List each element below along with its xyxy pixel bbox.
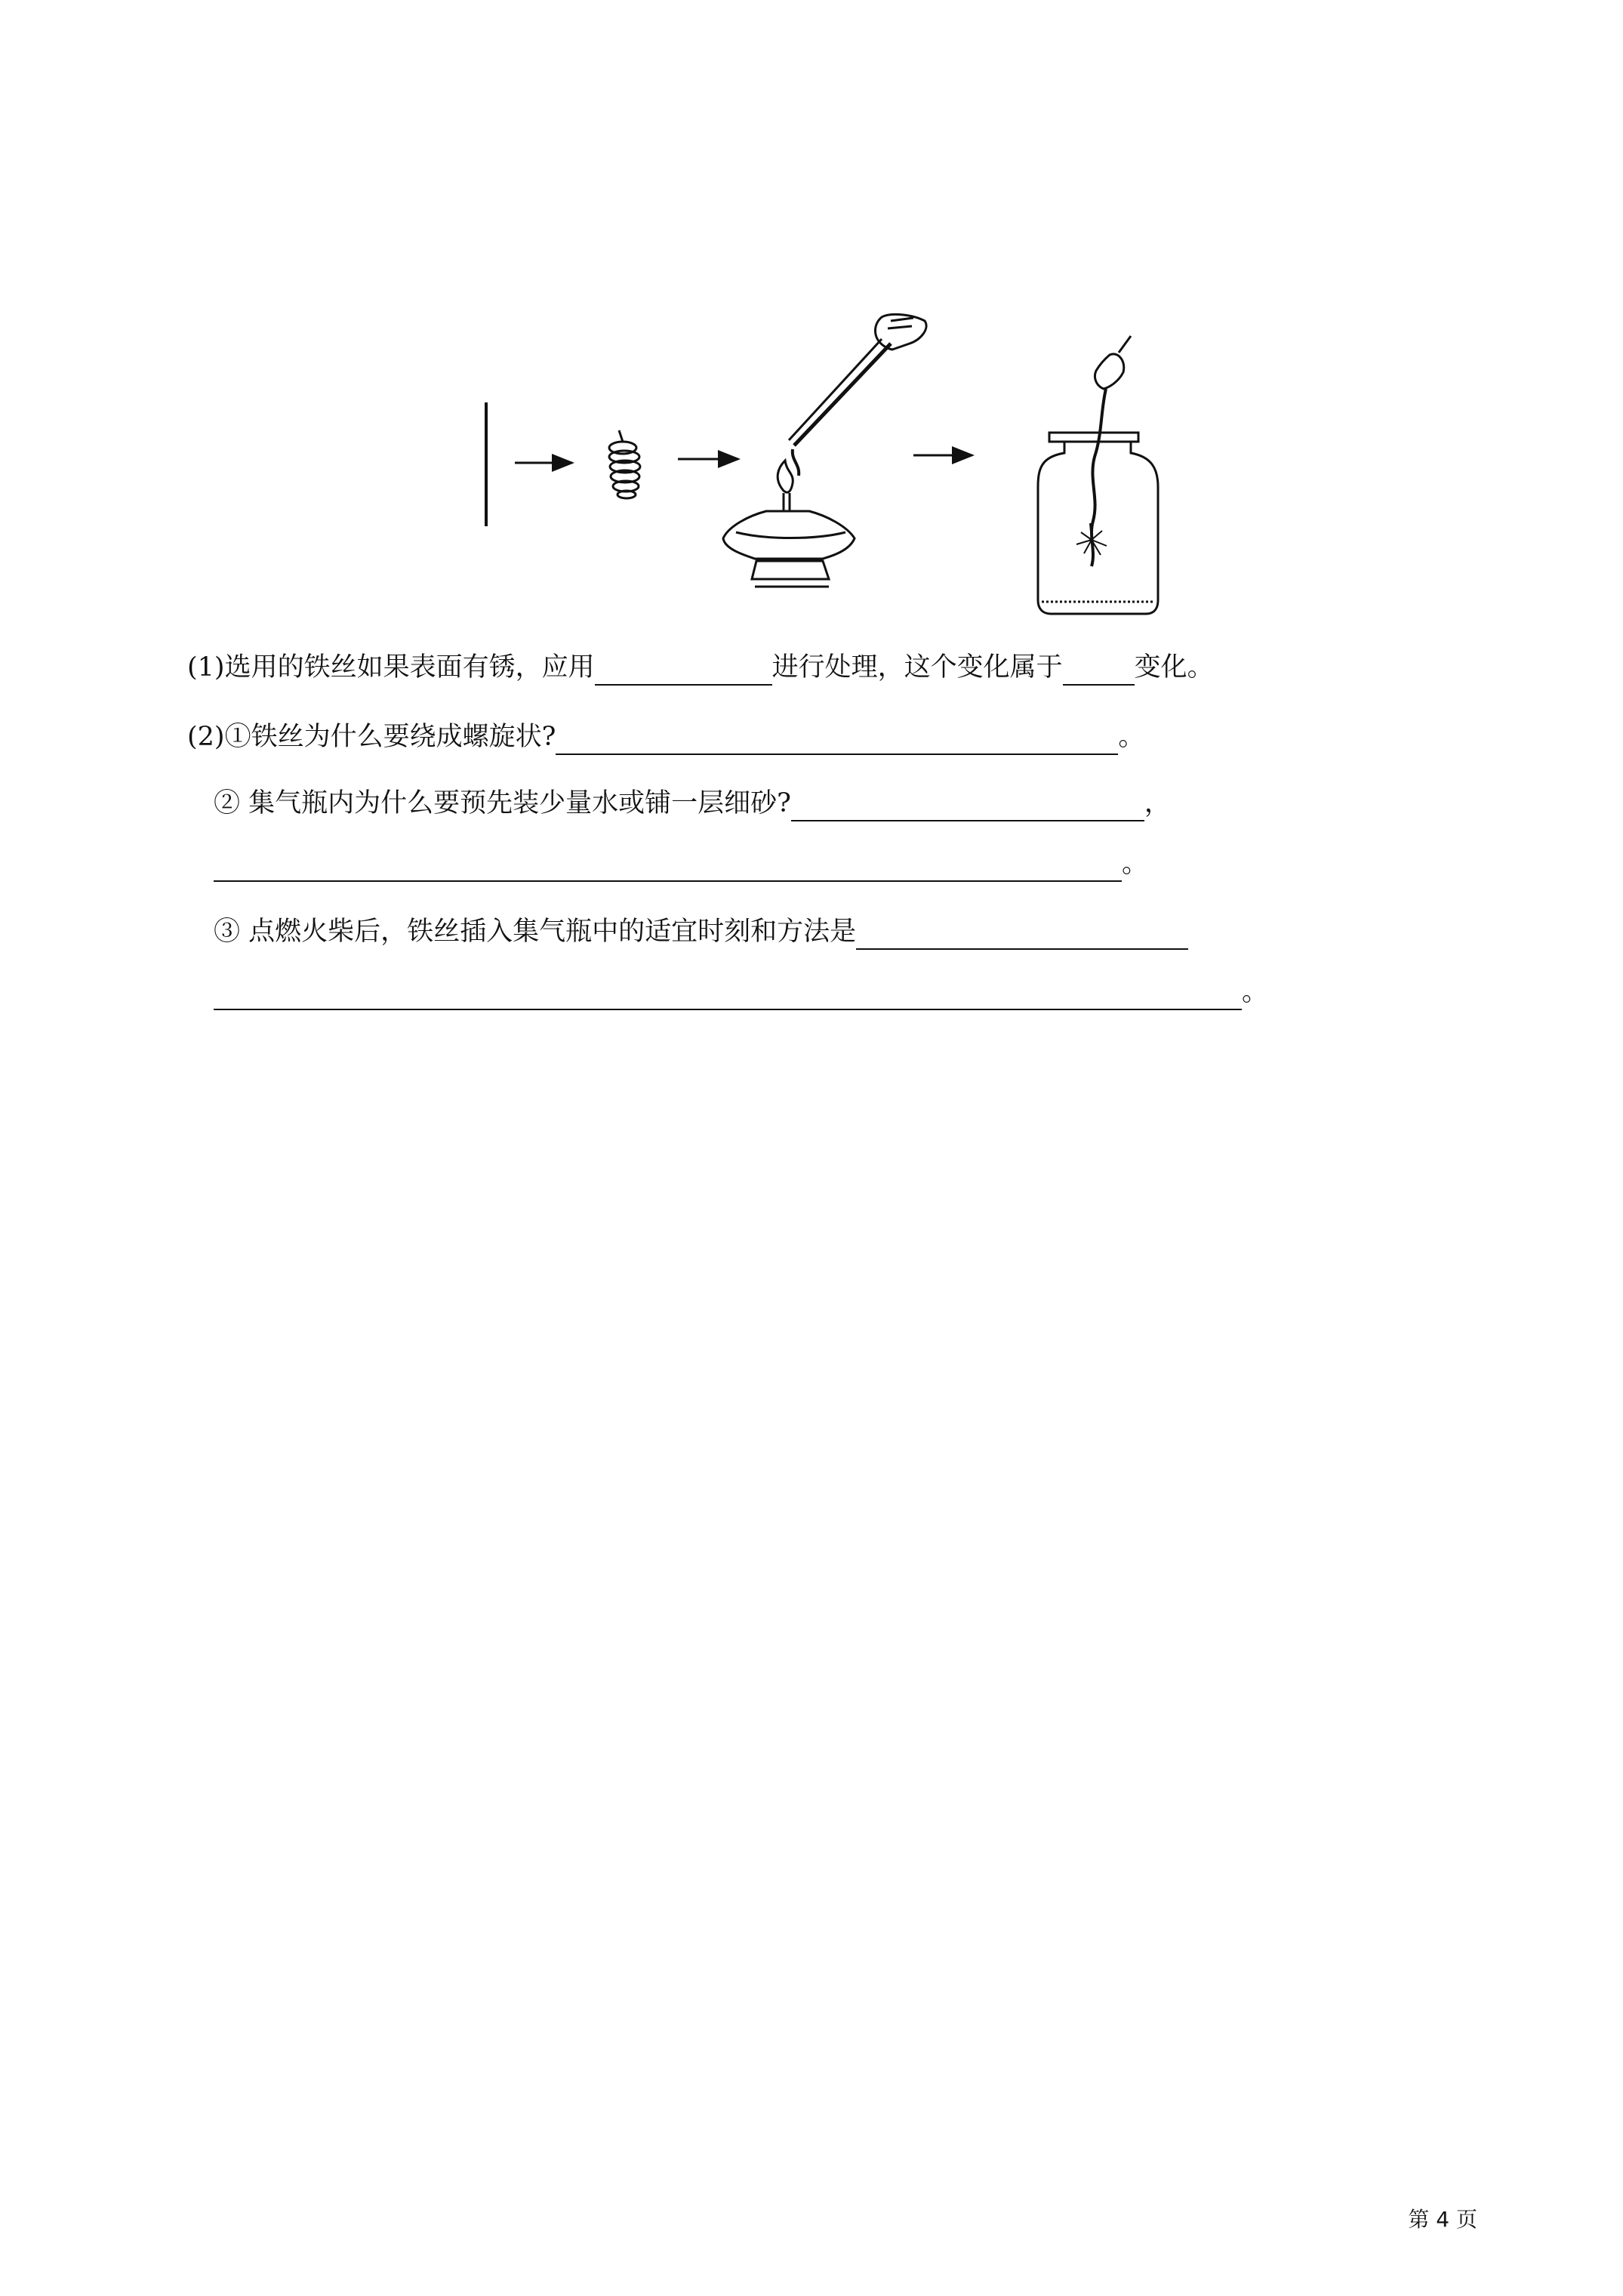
q1-middle: 进行处理，这个变化属于 (771, 652, 1063, 683)
q2-1-end: 。 (1118, 722, 1145, 752)
gas-collecting-bottle (1038, 336, 1158, 614)
question-2-1 (187, 719, 1144, 755)
q2-2-text: ② 集气瓶内为什么要预先装少量水或铺一层细砂? (214, 788, 791, 818)
coiled-wire (609, 430, 640, 498)
q2-2-end: 。 (1122, 849, 1149, 879)
q1-blank-method[interactable] (595, 654, 772, 686)
q2-3-end: 。 (1242, 977, 1269, 1007)
question-2-3-continued (214, 974, 1268, 1010)
q2-2-blank-2[interactable] (214, 850, 1122, 882)
experiment-illustration (468, 306, 1238, 623)
q1-blank-change-type[interactable] (1063, 654, 1135, 686)
question-2-2 (214, 785, 1171, 821)
question-2-3 (214, 914, 1188, 950)
q2-3-blank-2[interactable] (214, 978, 1242, 1010)
question-2-2-continued (214, 846, 1148, 882)
q2-2-blank-1[interactable] (791, 790, 1144, 821)
q2-3-text: ③ 点燃火柴后，铁丝插入集气瓶中的适宜时刻和方法是 (214, 917, 857, 947)
q2-1-blank[interactable] (556, 723, 1118, 755)
q1-suffix: 变化。 (1134, 652, 1214, 683)
q2-2-comma: ， (1144, 788, 1171, 818)
alcohol-lamp-heating (723, 314, 926, 587)
q2-3-blank-1[interactable] (856, 918, 1188, 950)
q1-prefix: (1)选用的铁丝如果表面有锈，应用 (187, 652, 595, 683)
question-1 (187, 649, 1214, 686)
q2-1-text: (2)①铁丝为什么要绕成螺旋状? (187, 722, 556, 752)
page-number: 第 4 页 (1408, 2207, 1477, 2232)
